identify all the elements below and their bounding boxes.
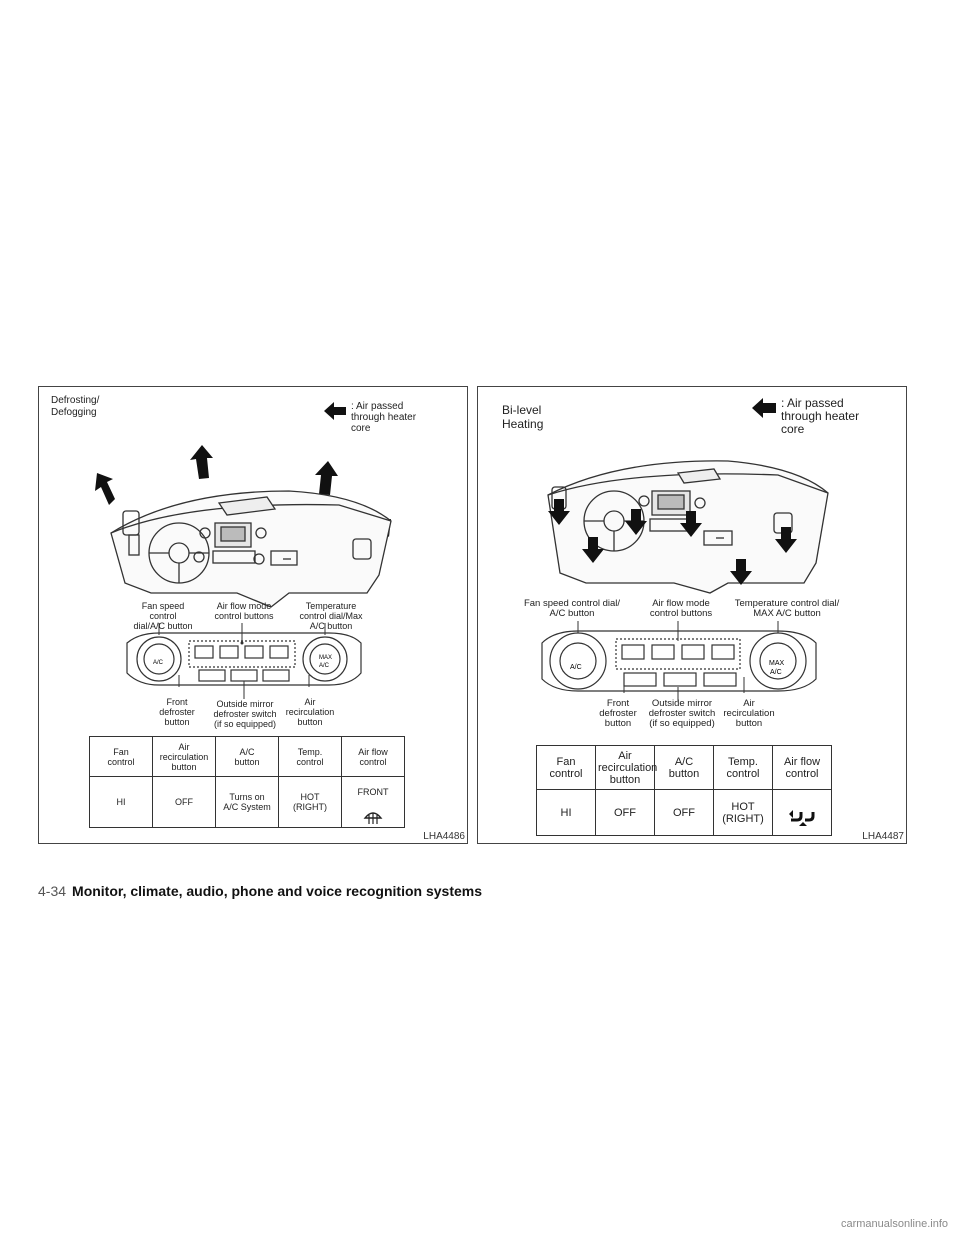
diagram-panel-bi-level bbox=[477, 386, 907, 844]
figure-code: LHA4486 bbox=[423, 831, 465, 842]
watermark[interactable]: carmanualsonline.info bbox=[840, 1218, 948, 1230]
max-label: MAX bbox=[769, 660, 785, 667]
bi-level-airflow-icon bbox=[787, 806, 817, 828]
header-cell: Fan control bbox=[90, 737, 153, 777]
max-label: MAX bbox=[319, 655, 333, 661]
max-ac-label: A/C bbox=[770, 669, 782, 676]
value-cell-airflow bbox=[773, 790, 832, 836]
header-cell: Temp. control bbox=[714, 746, 773, 790]
callout-temperature: Temperature control dial/Max A/C button bbox=[299, 601, 363, 631]
dashboard-illustration bbox=[39, 387, 468, 727]
value-cell-airflow bbox=[342, 777, 405, 828]
callout-front-defroster: Front defroster button bbox=[159, 697, 195, 727]
table-row bbox=[537, 790, 832, 836]
dashboard-illustration bbox=[478, 387, 907, 727]
callout-air-recirculation: Air recirculation button bbox=[285, 697, 335, 727]
legend-text: : Air passed through heater core bbox=[781, 396, 860, 436]
header-cell: Air flow control bbox=[773, 746, 832, 790]
table-header-row bbox=[90, 737, 405, 777]
table-header-row bbox=[537, 746, 832, 790]
header-cell: Air recirculation button bbox=[596, 746, 655, 790]
header-cell: Air recirculation button bbox=[153, 737, 216, 777]
settings-table bbox=[536, 745, 832, 836]
callout-air-flow-mode: Air flow mode control buttons bbox=[214, 601, 274, 621]
callout-outside-mirror: Outside mirror defroster switch (if so equipped) bbox=[213, 699, 277, 729]
page-number: 4-34 bbox=[38, 883, 67, 899]
panel-title: Bi-level Heating bbox=[502, 403, 544, 431]
callout-air-recirculation: Air recirculation button bbox=[723, 698, 775, 729]
value-cell: OFF bbox=[153, 777, 216, 828]
callout-outside-mirror: Outside mirror defroster switch (if so equipped) bbox=[648, 698, 716, 729]
header-cell: Fan control bbox=[537, 746, 596, 790]
max-ac-label: A/C bbox=[319, 663, 330, 669]
value-cell: OFF bbox=[655, 790, 714, 836]
ac-label: A/C bbox=[570, 664, 582, 671]
diagram-panel-defrosting bbox=[38, 386, 468, 844]
ac-label: A/C bbox=[153, 660, 164, 666]
header-cell: Air flow control bbox=[342, 737, 405, 777]
settings-table bbox=[89, 736, 405, 828]
callout-front-defroster: Front defroster button bbox=[599, 698, 637, 729]
header-cell: A/C button bbox=[216, 737, 279, 777]
section-title: Monitor, climate, audio, phone and voice recognition systems bbox=[72, 883, 482, 899]
legend-text: : Air passed through heater core bbox=[351, 401, 417, 434]
header-cell: A/C button bbox=[655, 746, 714, 790]
page-footer bbox=[38, 883, 482, 899]
value-cell: Turns on A/C System bbox=[216, 777, 279, 828]
value-cell: OFF bbox=[596, 790, 655, 836]
callout-fan-speed: Fan speed control dial/ A/C button bbox=[523, 598, 621, 619]
airflow-front-label: FRONT bbox=[357, 787, 389, 797]
value-cell: HOT (RIGHT) bbox=[279, 777, 342, 828]
figure-code: LHA4487 bbox=[862, 831, 904, 842]
header-cell: Temp. control bbox=[279, 737, 342, 777]
value-cell: HI bbox=[90, 777, 153, 828]
value-cell: HOT (RIGHT) bbox=[714, 790, 773, 836]
callout-fan-speed: Fan speed control dial/A/C button bbox=[133, 601, 193, 631]
value-cell: HI bbox=[537, 790, 596, 836]
table-row bbox=[90, 777, 405, 828]
callout-air-flow-mode: Air flow mode control buttons bbox=[649, 598, 713, 619]
callout-temperature: Temperature control dial/ MAX A/C button bbox=[734, 598, 840, 619]
panel-title: Defrosting/ Defogging bbox=[51, 395, 100, 418]
front-defroster-icon bbox=[362, 807, 384, 825]
